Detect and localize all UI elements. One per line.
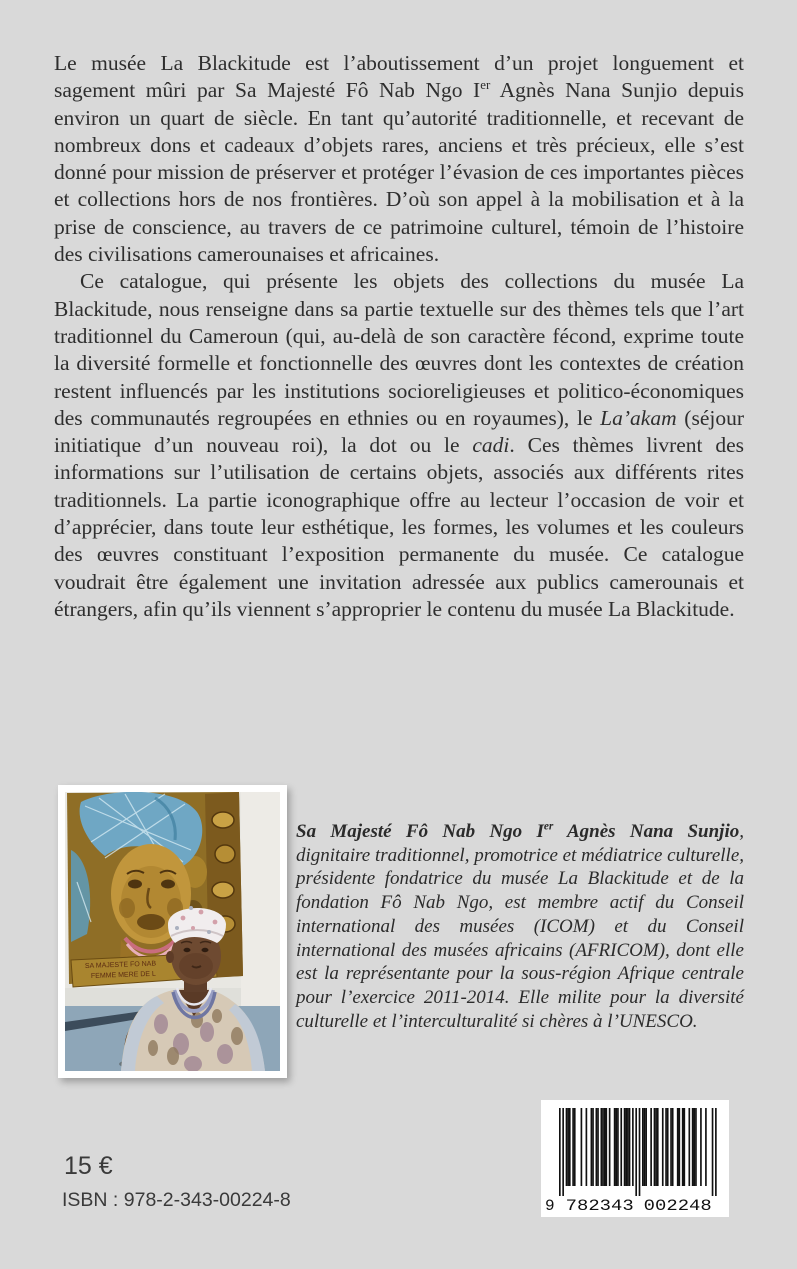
author-photo bbox=[58, 785, 287, 1078]
synopsis-block bbox=[54, 50, 744, 623]
svg-text:782343: 782343 bbox=[565, 1197, 634, 1215]
price-label: 15 € bbox=[64, 1152, 113, 1180]
ean13-barcode bbox=[541, 1100, 729, 1217]
barcode bbox=[541, 1100, 729, 1217]
svg-text:9: 9 bbox=[545, 1197, 555, 1215]
svg-text:002248: 002248 bbox=[643, 1197, 712, 1215]
synopsis-paragraph-1: Le musée La Blackitude est l’aboutissement d’un projet longuement et sagement mûri par Sa Majesté Fô Nab Ngo Ier Agnès Nana Sunjio depuis environ un quart de siècle. En tant qu’autorité traditionnelle, et recevant de nombreux dons et cadeaux d’objets rares, anciens et très précieux, elle s’est donné pour mission de préserver et protéger l’évasion de ces importantes pièces et collections hors de nos frontières. D’où son appel à la mobilisation et à la prise de conscience, au travers de ce patrimoine culturel, témoin de l’histoire des civilisations camerounaises et africaines. bbox=[54, 51, 744, 267]
synopsis-paragraph-2: Ce catalogue, qui présente les objets des collections du musée La Blackitude, nous renseigne dans sa partie textuelle sur des thèmes tels que l’art traditionnel du Cameroun (qui, au-delà de son caractère fécond, exprime toute la diversité formelle et fonctionnelle des œuvres dont les contextes de création restent influencés par les institutions socioreligieuses et politico-économiques des communautés regroupées en ethnies ou en royaumes), le La’akam (séjour initiatique d’un nouveau roi), la dot ou le cadi. Ces thèmes livrent des informations sur l’utilisation de certains objets, associés aux différents rites traditionnels. La partie iconographique offre au lecteur l’occasion de voir et d’apprécier, dans toute leur esthétique, les formes, les volumes et les couleurs des œuvres constituant l’exposition permanente du musée. Ce catalogue voudrait être également une invitation adressée aux publics camerounais et étrangers, afin qu’ils viennent s’approprier le contenu du musée La Blackitude. bbox=[54, 269, 744, 621]
author-photo-illustration bbox=[65, 792, 280, 1071]
banner-text-line1: SA MAJESTE FO NAB bbox=[84, 960, 157, 970]
isbn-label: ISBN : 978-2-343-00224-8 bbox=[62, 1189, 291, 1211]
banner-text-line2: FEMME MERE DE L bbox=[90, 970, 156, 980]
author-bio: Sa Majesté Fô Nab Ngo Ier Agnès Nana Sunjio, dignitaire traditionnel, promotrice et médiatrice culturelle, présidente fondatrice du musée La Blackitude et de la fondation Fô Nab Ngo, est membre actif du Conseil international des musées (ICOM) et du Conseil international des musées africains (AFRICOM), dont elle est la représentante pour la sous-région Afrique centrale pour l’exercice 2011-2014. Elle milite pour la diversité culturelle et l’interculturalité si chères à l’UNESCO. bbox=[296, 820, 745, 1032]
